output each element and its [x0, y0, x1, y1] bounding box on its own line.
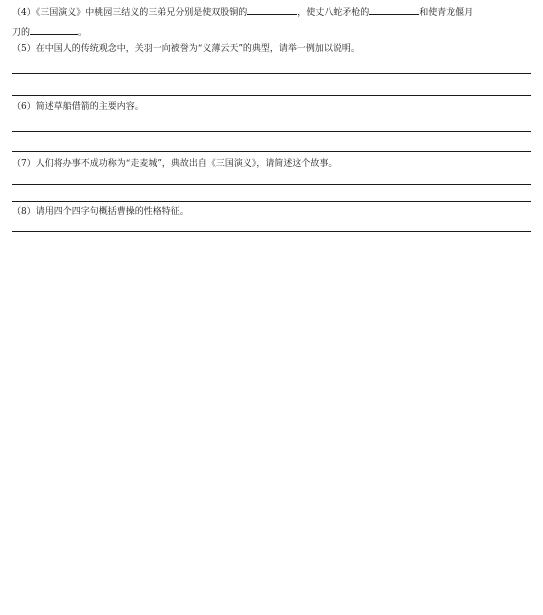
question-4-line-2 [12, 24, 532, 40]
answer-line-7a[interactable] [12, 184, 531, 185]
answer-line-7b[interactable] [12, 201, 531, 202]
answer-line-5b[interactable] [12, 95, 531, 96]
answer-line-6b[interactable] [12, 151, 531, 152]
question-4-text-part-2: ，使丈八蛇矛枪的 [297, 8, 370, 18]
answer-line-6a[interactable] [12, 131, 531, 132]
question-5-prompt: （5）在中国人的传统观念中，关羽一向被誉为“义薄云天”的典型，请举一例加以说明。 [12, 44, 360, 54]
answer-line-5a[interactable] [12, 73, 531, 74]
question-7-prompt: （7）人们将办事不成功称为“走麦城”，典故出自《三国演义》，请简述这个故事。 [12, 159, 338, 169]
question-4-text-part-4: 刀的 [12, 28, 31, 38]
answer-blank-4c[interactable] [30, 24, 78, 35]
question-4-text-part-3: 和使青龙偃月 [419, 8, 474, 18]
question-4-text-part-1: （4）《三国演义》中桃园三结义的三弟兄分别是使双股铜的 [12, 8, 248, 18]
question-8-prompt: （8）请用四个四字句概括曹操的性格特征。 [12, 207, 189, 217]
question-4-line-1 [12, 4, 532, 20]
answer-blank-4b[interactable] [369, 4, 419, 15]
answer-line-8a[interactable] [12, 231, 531, 232]
question-4-text-part-5: 。 [78, 28, 88, 38]
answer-blank-4a[interactable] [247, 4, 297, 15]
question-6-prompt: （6）简述草船借箭的主要内容。 [12, 102, 144, 112]
